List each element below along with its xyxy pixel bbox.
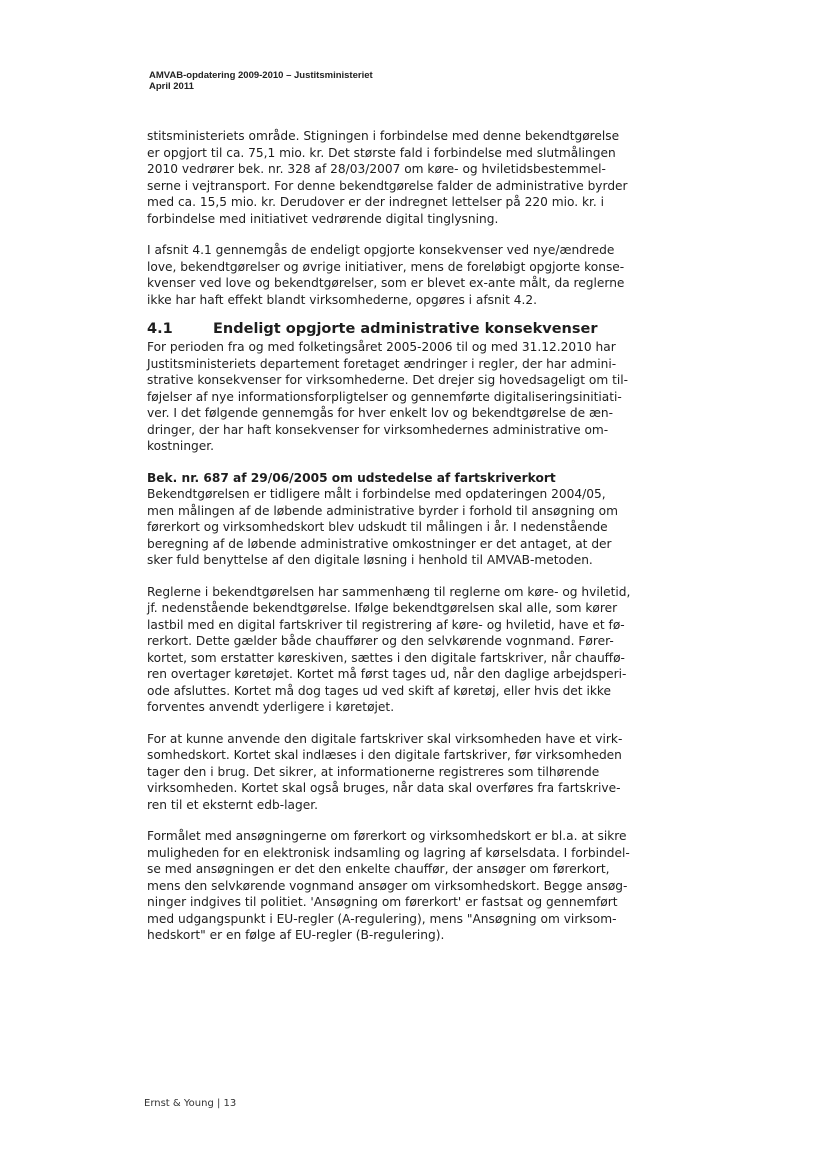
text-line: kvenser ved love og bekendtgørelser, som er blevet ex-ante målt, da reglerne xyxy=(147,276,625,290)
text-line: hedskort" er en følge af EU-regler (B-regulering). xyxy=(147,928,445,942)
page-header xyxy=(149,70,373,92)
subsection-paragraph-2 xyxy=(147,584,677,716)
text-line: ode afsluttes. Kortet må dog tages ud ved skift af køretøj, eller hvis det ikke xyxy=(147,683,612,698)
text-line: muligheden for en elektronisk indsamling og lagring af kørselsdata. I forbindel- xyxy=(147,845,630,860)
text-line: men målingen af de løbende administrative byrder i forhold til ansøgning om xyxy=(147,503,618,518)
text-line: Formålet med ansøgningerne om førerkort og virksomhedskort er bl.a. at sikre xyxy=(147,829,627,843)
text-line: ninger indgives til politiet. 'Ansøgning om førerkort' er fastsat og gennemført xyxy=(147,895,618,909)
text-line: kortet, som erstatter køreskiven, sættes i den digitale fartskriver, når chauffø- xyxy=(147,650,625,665)
text-line: virksomheden. Kortet skal også bruges, når data skal overføres fra fartskrive- xyxy=(147,781,621,795)
section-heading xyxy=(147,320,677,338)
header-date: April 2011 xyxy=(149,81,194,92)
section-paragraph-1 xyxy=(147,339,677,455)
subsection-heading: Bek. nr. 687 af 29/06/2005 om udstedelse af fartskriverkort xyxy=(147,470,556,485)
text-line: se med ansøgningen er det den enkelte chauffør, der ansøger om førerkort, xyxy=(147,862,610,876)
text-line: 2010 vedrører bek. nr. 328 af 28/03/2007 om køre- og hviletidsbestemmel- xyxy=(147,162,606,176)
text-line: tager den i brug. Det sikrer, at informationerne registreres som tilhørende xyxy=(147,764,600,779)
subsection-paragraph-3 xyxy=(147,731,677,814)
subsection-paragraph-4 xyxy=(147,828,677,944)
header-title: AMVAB-opdatering 2009-2010 – Justitsministeriet xyxy=(149,70,373,81)
text-line: I afsnit 4.1 gennemgås de endeligt opgjorte konsekvenser ved nye/ændrede xyxy=(147,243,615,257)
section-title: Endeligt opgjorte administrative konsekvenser xyxy=(213,321,598,337)
text-line: strative konsekvenser for virksomhederne. Det drejer sig hovedsageligt om til- xyxy=(147,373,629,387)
text-line: love, bekendtgørelser og øvrige initiativer, mens de foreløbigt opgjorte konse- xyxy=(147,259,625,274)
text-line: ver. I det følgende gennemgås for hver enkelt lov og bekendtgørelse de æn- xyxy=(147,406,614,420)
text-line: jf. nedenstående bekendtgørelse. Ifølge bekendtgørelsen skal alle, som kører xyxy=(147,601,618,615)
text-line: kostninger. xyxy=(147,439,215,453)
text-line: lastbil med en digital fartskriver til registrering af køre- og hviletid, have et fø- xyxy=(147,617,625,632)
text-line: Reglerne i bekendtgørelsen har sammenhæng til reglerne om køre- og hviletid, xyxy=(147,584,631,599)
text-line: rerkort. Dette gælder både chauffører og den selvkørende vognmand. Fører- xyxy=(147,634,614,648)
text-line: ren overtager køretøjet. Kortet må først tages ud, når den daglige arbejdsperi- xyxy=(147,667,627,681)
text-line: er opgjort til ca. 75,1 mio. kr. Det største fald i forbindelse med slutmålingen xyxy=(147,145,616,160)
page-footer: Ernst & Young | 13 xyxy=(144,1098,237,1109)
intro-paragraph-1 xyxy=(147,128,677,227)
text-line: førerkort og virksomhedskort blev udskudt til målingen i år. I nedenstående xyxy=(147,520,608,534)
text-line: dringer, der har haft konsekvenser for virksomhedernes administrative om- xyxy=(147,422,609,437)
text-line: med udgangspunkt i EU-regler (A-regulering), mens "Ansøgning om virksom- xyxy=(147,911,617,926)
text-line: Bekendtgørelsen er tidligere målt i forbindelse med opdateringen 2004/05, xyxy=(147,487,606,501)
text-line: forbindelse med initiativet vedrørende digital tinglysning. xyxy=(147,211,499,226)
text-line: føjelser af nye informationsforpligtelser og gennemførte digitaliseringsinitiati- xyxy=(147,389,622,404)
text-line: ikke har haft effekt blandt virksomhederne, opgøres i afsnit 4.2. xyxy=(147,292,538,307)
text-line: mens den selvkørende vognmand ansøger om virksomhedskort. Begge ansøg- xyxy=(147,878,628,893)
text-line: For perioden fra og med folketingsåret 2005-2006 til og med 31.12.2010 har xyxy=(147,340,616,354)
text-line: For at kunne anvende den digitale fartskriver skal virksomheden have et virk- xyxy=(147,731,623,746)
intro-paragraph-2 xyxy=(147,242,677,308)
subsection-paragraph-1 xyxy=(147,470,677,569)
document-body xyxy=(147,128,677,959)
text-line: Justitsministeriets departement foretaget ændringer i regler, der har admini- xyxy=(147,356,617,371)
text-line: sker fuld benyttelse af den digitale løsning i henhold til AMVAB-metoden. xyxy=(147,553,593,567)
text-line: stitsministeriets område. Stigningen i forbindelse med denne bekendtgørelse xyxy=(147,129,620,143)
text-line: serne i vejtransport. For denne bekendtgørelse falder de administrative byrder xyxy=(147,178,628,193)
section-number: 4.1 xyxy=(147,321,173,337)
text-line: beregning af de løbende administrative omkostninger er det antaget, at der xyxy=(147,536,612,551)
text-line: forventes anvendt yderligere i køretøjet. xyxy=(147,700,395,714)
text-line: somhedskort. Kortet skal indlæses i den digitale fartskriver, før virksomheden xyxy=(147,748,622,762)
text-line: ren til et eksternt edb-lager. xyxy=(147,797,318,812)
text-line: med ca. 15,5 mio. kr. Derudover er der indregnet lettelser på 220 mio. kr. i xyxy=(147,195,605,209)
